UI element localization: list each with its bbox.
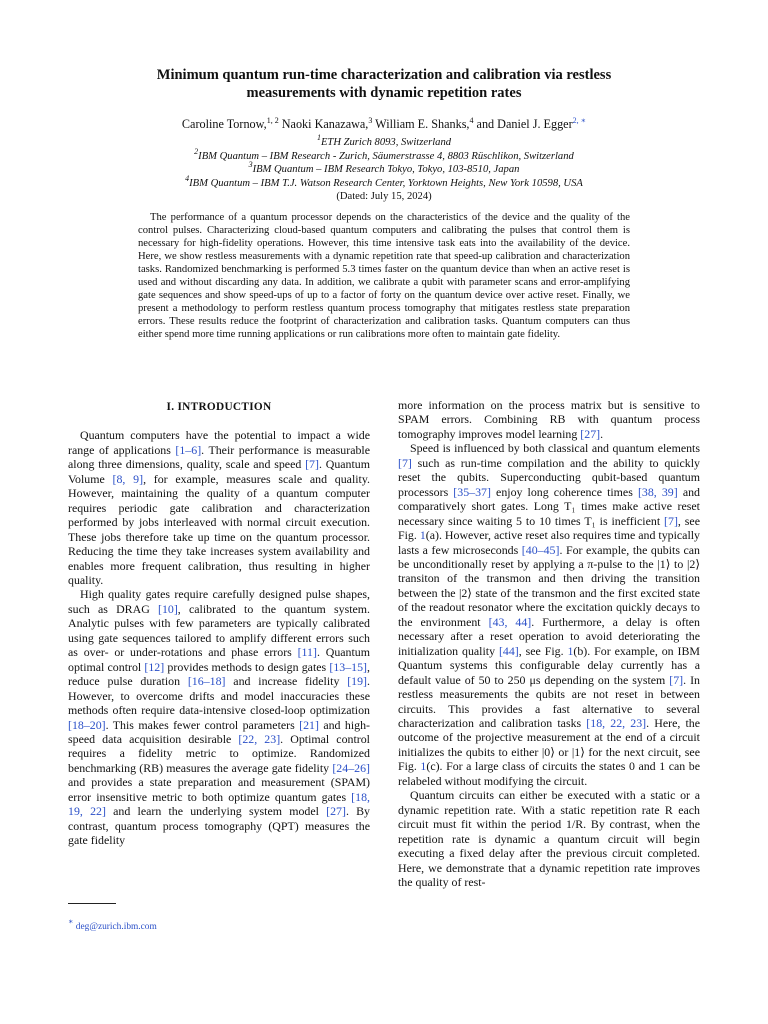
text-run: and provides a state preparation and measurement (SPAM) error insensitive metric to both optimize quantum gates: [68, 775, 370, 804]
intro-paragraph-4: [398, 788, 700, 889]
paper-title: [90, 66, 678, 102]
section-heading: I. INTRODUCTION: [166, 401, 272, 413]
citation-link[interactable]: [18, 22, 23]: [586, 715, 647, 730]
left-column: [68, 398, 370, 848]
text-run: . By contrast, quantum process tomography (QPT) measures the gate fidelity: [68, 804, 370, 848]
text-run: . Their performance is measurable along three dimensions, quality, scale and speed: [68, 442, 371, 472]
corresponding-author-footnote: [68, 917, 157, 933]
intro-paragraph-2-continued: [398, 398, 700, 441]
citation-link[interactable]: [24–26]: [332, 760, 370, 775]
text-run: and learn the underlying system model: [105, 804, 327, 819]
affil-mark: 3: [248, 160, 253, 169]
intro-paragraph-1: [68, 428, 370, 587]
text-run: Quantum computers have the potential to impact a wide range of applications: [68, 428, 370, 457]
text-run: provides methods to design gates: [164, 659, 330, 674]
affiliation-block: [60, 133, 708, 204]
text-run: . Quantum Volume: [68, 457, 370, 486]
figure-link[interactable]: 1: [567, 643, 574, 658]
affil-mark: 1: [316, 133, 321, 142]
affil-mark: 4: [185, 173, 190, 183]
citation-link[interactable]: [16–18]: [187, 674, 226, 689]
citation-link[interactable]: [18–20]: [68, 717, 106, 732]
email-link[interactable]: deg@zurich.ibm.com: [75, 922, 157, 932]
citation-link[interactable]: [44]: [498, 643, 519, 658]
text-run: , see Fig.: [518, 643, 568, 658]
text-run: (a). However, active reset also requires time and typically lasts a few microseconds: [398, 528, 700, 557]
citation-link[interactable]: [7]: [398, 455, 412, 470]
author-name: William E. Shanks,: [372, 117, 470, 131]
citation-link[interactable]: [8, 9]: [112, 471, 144, 486]
text-run: , see Fig.: [398, 513, 700, 543]
citation-link[interactable]: [43, 44]: [488, 614, 532, 629]
citation-link[interactable]: [27]: [326, 804, 346, 819]
author-name: Naoki Kanazawa,: [278, 117, 369, 131]
citation-link[interactable]: [19]: [347, 674, 368, 689]
right-column: [398, 398, 700, 889]
text-run: and comparatively short gates. Long T₁ times make active reset necessary since waiting 5 to 10 times T₁ is inefficient: [398, 484, 700, 528]
text-run: (c). For a large class of circuits the states 0 and 1 can be relabeled without modifying the circuit.: [398, 759, 700, 788]
citation-link[interactable]: [22, 23]: [238, 731, 281, 746]
citation-link[interactable]: [7]: [669, 672, 684, 687]
title-line-2: measurements with dynamic repetition rates: [246, 85, 522, 101]
author-affil-mark: 4: [469, 116, 474, 125]
citation-link[interactable]: [18, 19, 22]: [68, 789, 370, 819]
text-run: Speed is influenced by both classical and quantum elements: [410, 441, 700, 456]
affiliation-4: [60, 173, 708, 191]
affil-text: IBM Quantum – IBM Research - Zurich, Säumerstrasse 4, 8803 Rüschlikon, Switzerland: [198, 150, 574, 162]
footnote-marker: ∗: [68, 917, 74, 926]
intro-paragraph-3: [398, 441, 700, 788]
affiliation-3: [60, 160, 708, 177]
author-affil-mark-link[interactable]: 2, ∗: [572, 116, 587, 125]
text-run: .: [600, 426, 604, 441]
text-run: . Furthermore, a delay is often necessary after a reset operation to avoid deteriorating the initialization quality: [398, 614, 700, 658]
figure-link[interactable]: 1: [419, 528, 426, 543]
text-run: (b). For example, on IBM Quantum systems this configurable delay currently has a default value of 50 to 250 μs depending on the system: [398, 643, 700, 687]
intro-paragraph-2: [68, 587, 370, 847]
affiliation-1: [60, 133, 708, 150]
text-run: . Quantum optimal control: [68, 645, 370, 674]
citation-link[interactable]: [27]: [580, 426, 601, 441]
dated-line: (Dated: July 15, 2024): [336, 191, 432, 202]
citation-link[interactable]: [35–37]: [453, 484, 491, 499]
text-run: enjoy long coherence times: [490, 484, 638, 499]
text-run: such as run-time compilation and the ability to quickly reset the qubits. Superconducting qubit-based quantum processors: [398, 455, 700, 499]
text-run: . For example, the qubits can be unconditionally reset by applying a π-pulse to the |1⟩ to |2⟩ transiton of the transmon and then driving the transition between the |2⟩ state of the transmon and the first excited state of the readout resonator where the excitation quickly decays to the environment: [398, 542, 701, 629]
affil-text: IBM Quantum – IBM Research Tokyo, Tokyo, 103-8510, Japan: [252, 164, 520, 175]
citation-link[interactable]: [12]: [144, 659, 165, 674]
author-affil-mark: 3: [368, 116, 373, 125]
text-run: . This makes fewer control parameters: [105, 717, 300, 732]
figure-link[interactable]: 1: [420, 759, 427, 774]
text-run: more information on the process matrix but is sensitive to SPAM errors. Combining RB with quantum process tomography improves model learning: [398, 398, 700, 441]
citation-link[interactable]: [10]: [157, 601, 178, 616]
author-name: Caroline Tornow,: [181, 117, 267, 131]
citation-link[interactable]: [1–6]: [175, 442, 202, 457]
text-run: . Here, the outcome of the projective measurement at the end of a circuit initializes the qubits to either |0⟩ or |1⟩ for the next circuit, see Fig.: [398, 715, 700, 774]
citation-link[interactable]: [13–15]: [329, 659, 368, 674]
author-affil-mark: 1, 2: [266, 116, 279, 125]
text-run: . However, to overcome drifts and model inaccuracies these methods often require data-intensive closed-loop optimization: [68, 674, 370, 718]
text-run: , reduce pulse duration: [68, 659, 370, 689]
citation-link[interactable]: [7]: [664, 513, 678, 528]
author-list: [80, 117, 688, 132]
citation-link[interactable]: [11]: [297, 645, 317, 660]
text-run: High quality gates require carefully designed pulse shapes, such as DRAG: [68, 587, 370, 616]
text-run: , for example, measures scale and quality. However, maintaining the quality of a quantum computer requires periodic gate calibration and characterization performed by jobs interleaved with normal circuit execution. These jobs therefore take up time on the quantum processor. Reducing the time they take increases system availability and enables more frequent calibration, thus resulting in higher quality.: [68, 471, 370, 587]
affil-text: ETH Zurich 8093, Switzerland: [320, 137, 452, 148]
citation-link[interactable]: [7]: [305, 457, 319, 472]
affiliation-2: [60, 146, 708, 164]
text-run: and high-speed data acquisition desirable: [68, 717, 370, 746]
abstract-text: The performance of a quantum processor depends on the characteristics of the device and the quality of the control pulses. Characterizing cloud-based quantum computers and calibrating the pulses that control them is necessary for high-fidelity operations. However, this time intensive task eats into the availability of the device. Here, we show restless measurements with a dynamic repetition rate that speed-up calibration and characterization tasks. Randomized benchmarking is performed 5.3 times faster on the quantum device than when an active reset is used and without discarding any data. In addition, we calibrate a qubit with parameter scans and error-amplifying gate sequences and show speed-ups of up to a factor of forty on the quantum device over active reset. Finally, we present a methodology to perform restless quantum process tomography that mitigates restless state preparation errors. These results reduce the footprint of characterization and calibration tasks. Quantum computers can thus either spend more time running applications or run calibrations more often to maintain gate fidelity.: [138, 212, 630, 340]
text-run: and increase fidelity: [225, 674, 348, 689]
text-run: . In restless measurements the qubits are not reset in between circuits. This provides a fast alternative to several characterization and calibration tasks: [398, 672, 700, 730]
text-run: Quantum circuits can either be executed with a static or a dynamic repetition rate. With a static repetition rate R each circuit must fit within the period 1/R. By contrast, when the repetition rate is dynamic a quantum circuit will begin executing a fixed delay after the previous circuit completed. Here, we demonstrate that a dynamic repetition rate improves the quality of rest-: [398, 788, 700, 889]
affil-text: IBM Quantum – IBM T.J. Watson Research Center, Yorktown Heights, New York 10598, USA: [189, 177, 583, 189]
affil-mark: 2: [194, 146, 199, 156]
abstract: [138, 212, 630, 342]
footnote-rule: [68, 903, 116, 904]
citation-link[interactable]: [40–45]: [521, 542, 560, 557]
title-line-1: Minimum quantum run-time characterization and calibration via restless: [156, 67, 612, 83]
author-name: and Daniel J. Egger: [473, 117, 573, 131]
citation-link[interactable]: [21]: [299, 717, 319, 732]
text-run: . Optimal control requires a fidelity metric to optimize. Randomized benchmarking (RB) measures the average gate fidelity: [68, 731, 370, 775]
text-run: , calibrated to the quantum system. Analytic pulses with few parameters are typically calibrated using gate sequences tailored to amplify different errors such as over- or under-rotations and phase errors: [68, 601, 370, 660]
citation-link[interactable]: [38, 39]: [637, 484, 678, 499]
